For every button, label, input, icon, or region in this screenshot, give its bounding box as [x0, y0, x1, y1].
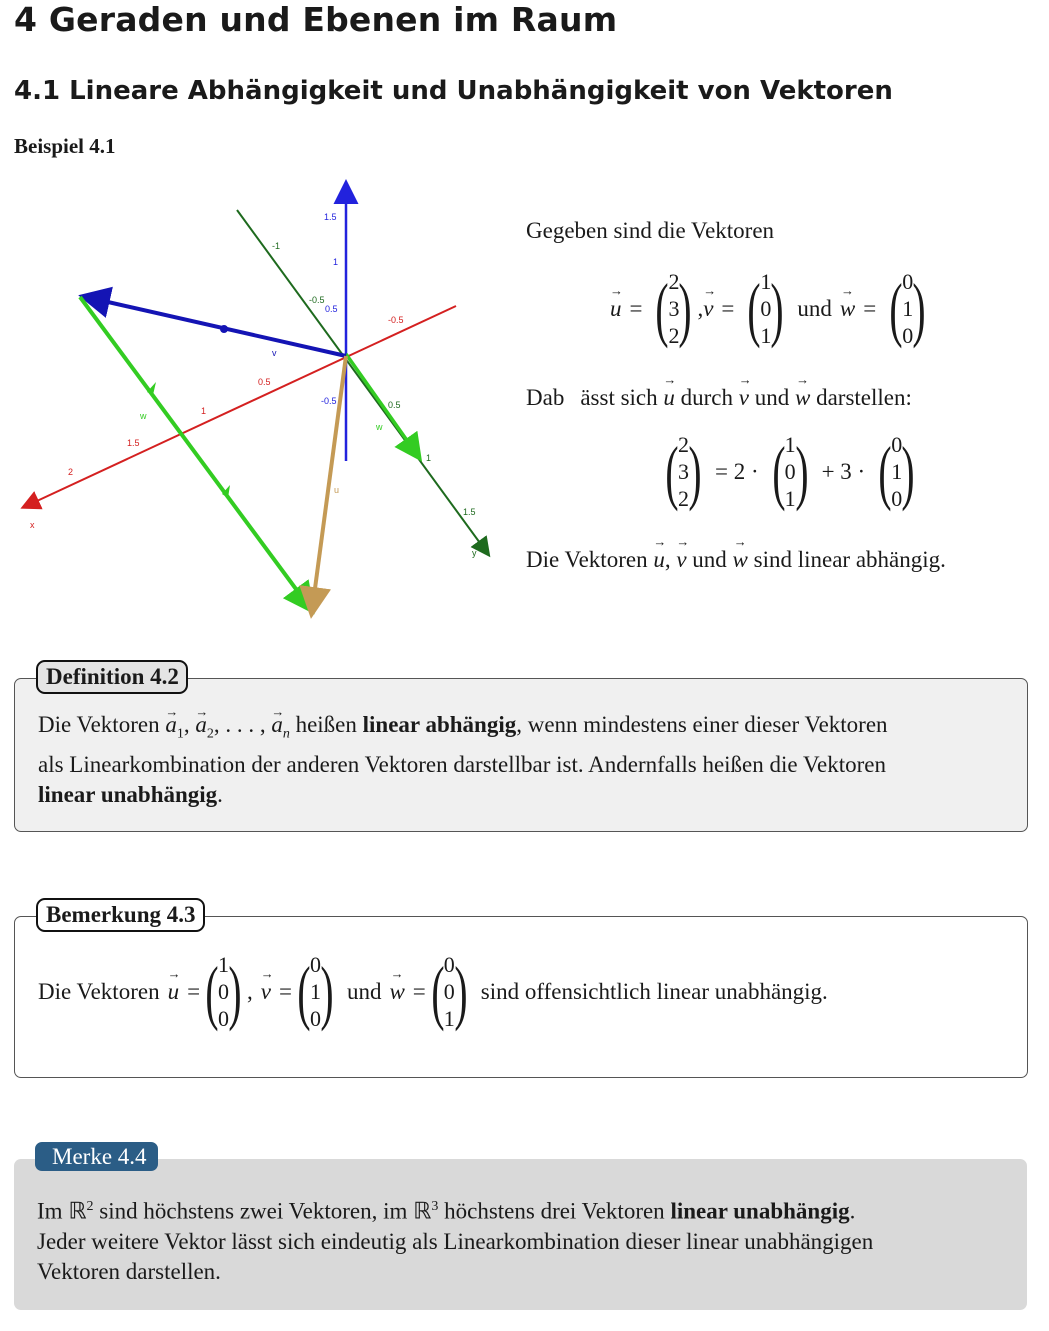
x-axis-label: x — [30, 520, 35, 530]
vec-w: → w — [840, 296, 855, 322]
example-equation: ( 2 3 2 ) = 2 · ( 1 0 1 ) + 3 · ( 0 1 0 ) — [665, 431, 915, 512]
y-tick: -1 — [272, 241, 281, 251]
y-tick: 1 — [426, 453, 432, 463]
example-label: Beispiel 4.1 — [14, 134, 116, 158]
remark-title: Bemerkung 4.3 — [36, 898, 205, 932]
x-tick: 1.5 — [127, 438, 140, 448]
remark-body: Die Vektoren → u = ( 1 0 0 ) , → v = ( 0 1 0 ) und → w = ( 0 0 1 ) sind offensichtlich linear unabhängig. — [38, 951, 828, 1032]
example-given: Gegeben sind die Vektoren — [526, 218, 775, 243]
merke-title: Merke 4.4 — [35, 1142, 158, 1171]
example-dab-line: Dab ässt sich → u durch → v und → w darstellen: — [526, 385, 912, 411]
w-label: w — [376, 422, 383, 432]
w-label: w — [140, 411, 147, 421]
y-axis-label: y — [472, 548, 477, 558]
merke-box — [14, 1144, 1027, 1310]
section-title: 4.1 Lineare Abhängigkeit und Unabhängigkeit von Vektoren — [14, 76, 893, 106]
x-tick: 0.5 — [258, 377, 271, 387]
y-tick: 1.5 — [463, 507, 476, 517]
y-tick: 0.5 — [388, 400, 401, 410]
example-vectors: → u = ( 2 3 2 ) , → v = ( 1 0 1 ) und → w = ( 0 1 0 ) — [610, 268, 931, 349]
definition-body: Die Vektoren → $a_1$, → $a_2$, . . . , → $a_n$ heißen linear abhängig, wenn mindestens einer dieser Vektoren als Linearkombination der anderen Vektoren darstellbar ist. Andernfalls heißen die Vektoren linear unabhängig. — [38, 710, 1007, 810]
definition-title: Definition 4.2 — [36, 660, 188, 694]
z-tick: -0.5 — [321, 396, 337, 406]
matrix-u: ( 2 3 2 ) — [655, 268, 693, 349]
w-vector-origin — [346, 354, 418, 456]
z-tick: 1 — [333, 257, 339, 267]
definition-box — [14, 664, 1028, 832]
u-vector — [312, 356, 346, 611]
z-tick: 0.5 — [325, 304, 338, 314]
example-conclusion: Die Vektoren → u, → v und → w sind linear abhängig. — [526, 547, 946, 573]
z-tick: 1.5 — [324, 212, 337, 222]
vec-u: → u — [610, 296, 622, 322]
merke-body: Im ℝ$^2$ sind höchstens zwei Vektoren, im ℝ$^3$ höchstens drei Vektoren linear unabhängig. Jeder weitere Vektor lässt sich eindeutig als Linearkombination dieser linear unabhängigen Vektoren darstellen. — [37, 1198, 874, 1284]
remark-box — [14, 902, 1028, 1078]
matrix-v: ( 1 0 1 ) — [747, 268, 784, 349]
v-label: v — [272, 348, 277, 358]
vec-v: → v — [703, 296, 713, 322]
w-vector-chain — [80, 297, 310, 608]
x-tick: 1 — [201, 406, 207, 416]
x-tick: -0.5 — [388, 315, 404, 325]
chapter-title: 4 Geraden und Ebenen im Raum — [14, 0, 618, 39]
x-tick: 2 — [68, 467, 74, 477]
y-tick: -0.5 — [309, 295, 325, 305]
vector-figure — [10, 176, 500, 626]
y-axis — [237, 210, 488, 554]
v-midpoint — [220, 325, 228, 333]
u-label: u — [334, 485, 340, 495]
matrix-w: ( 0 1 0 ) — [889, 268, 926, 349]
z-axis-label: z — [350, 196, 355, 206]
